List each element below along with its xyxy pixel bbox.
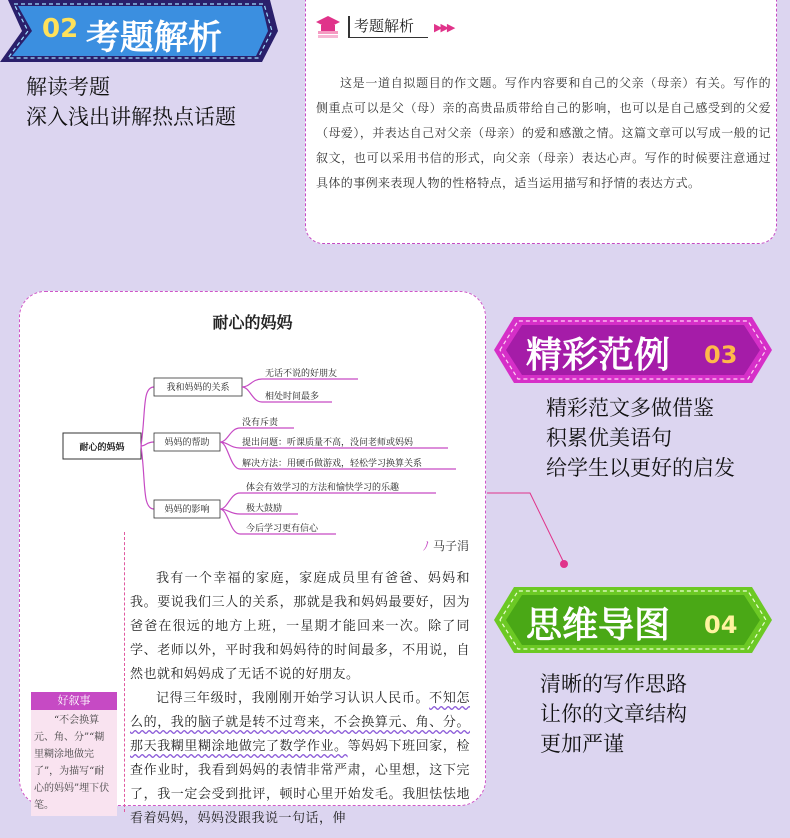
mindmap-leaf: 今后学习更有信心 <box>246 524 319 534</box>
mindmap-leaf: 相处时间最多 <box>265 392 320 402</box>
triple-arrow-icon: ▶▶▶ <box>434 20 454 34</box>
analysis-text: 这是一道自拟题目的作文题。写作内容要和自己的父亲（母亲）有关。写作的侧重点可以是父（母）亲的高贵品质带给自己的影响，也可以是自己感受到的父爱（母爱），并表达自己对父亲（母亲）的爱和感激之情。这篇文章可以写成一般的记叙文，也可以采用书信的形式，向父亲（母亲）表达心声。写作的时候要注意通过具体的事例来表现人物的性格特点，适当运用描写和抒情的表达方式。 <box>316 76 771 190</box>
section-03-title: 精彩范例 <box>526 335 671 376</box>
mindmap-branch: 妈妈的影响 <box>164 505 210 515</box>
section-04-title: 思维导图 <box>526 605 671 646</box>
desc-line: 清晰的写作思路 <box>540 672 687 696</box>
section-03-number: 03 <box>704 341 738 369</box>
mindmap-root: 耐心的妈妈 <box>79 443 125 453</box>
mindmap-leaf: 极大鼓励 <box>246 504 283 514</box>
mindmap-leaf: 体会有效学习的方法和愉快学习的乐趣 <box>246 483 400 493</box>
mindmap-branch: 我和妈妈的关系 <box>166 383 230 393</box>
desc-line: 深入浅出讲解热点话题 <box>26 105 236 129</box>
section-04-desc <box>540 669 687 759</box>
desc-line: 精彩范文多做借鉴 <box>546 396 714 420</box>
side-note-title: 好叙事 <box>31 692 117 710</box>
pen-icon: ﾉ <box>422 539 429 553</box>
side-note-text: “不会换算元、角、分”“糊里糊涂地做完了”，为描写“耐心的妈妈”埋下伏笔。 <box>34 715 110 811</box>
essay-paragraph: 我有一个幸福的家庭，家庭成员里有爸爸、妈妈和我。要说我们三人的关系，那就是我和妈妈最要好，因为爸爸在很远的地方上班，一星期才能回来一次。除了同学、老师以外，平时我和妈妈待的时间最多，不用说，自然也就和妈妈成了无话不说的好朋友。 <box>130 571 470 682</box>
section-04-banner <box>494 587 772 653</box>
desc-line: 更加严谨 <box>540 732 624 756</box>
essay-text: 等妈妈下班回家，检查作业时，我看到妈妈的表情非常严肃，心里想，这下完了，我一定会受到批评，顿时心里开始发毛。我胆怯怯地看着妈妈，妈妈没跟我说一句话，伸 <box>130 739 470 826</box>
section-02-number: 02 <box>42 14 79 44</box>
mindmap-leaf: 解决方法：用硬币做游戏，轻松学习换算关系 <box>242 459 423 469</box>
author-name: 马子涓 <box>432 539 469 553</box>
mindmap-leaf: 没有斥责 <box>242 418 279 428</box>
desc-line: 给学生以更好的启发 <box>546 456 735 480</box>
analysis-label: 考题解析 <box>348 16 428 38</box>
desc-line: 解读考题 <box>26 75 110 99</box>
essay-title: 耐心的妈妈 <box>212 313 293 332</box>
section-03-desc <box>546 393 735 483</box>
essay-text: 记得三年级时，我刚刚开始学习认识人民币。 <box>156 691 430 706</box>
section-02-title: 考题解析 <box>86 18 222 58</box>
section-03-banner <box>494 317 772 383</box>
mindmap-leaf: 无话不说的好朋友 <box>265 369 338 379</box>
mindmap-branch: 妈妈的帮助 <box>164 438 210 448</box>
desc-line: 让你的文章结构 <box>540 702 687 726</box>
section-04-number: 04 <box>704 611 738 639</box>
essay-highlight: 不知怎么的，我的脑子就是转不过弯来，不会换算元、角、分。那天我糊里糊涂地做完了数学作业。 <box>130 691 470 754</box>
mindmap-leaf: 提出问题：听课质量不高，没问老师或妈妈 <box>242 438 414 448</box>
desc-line: 积累优美语句 <box>546 426 672 450</box>
